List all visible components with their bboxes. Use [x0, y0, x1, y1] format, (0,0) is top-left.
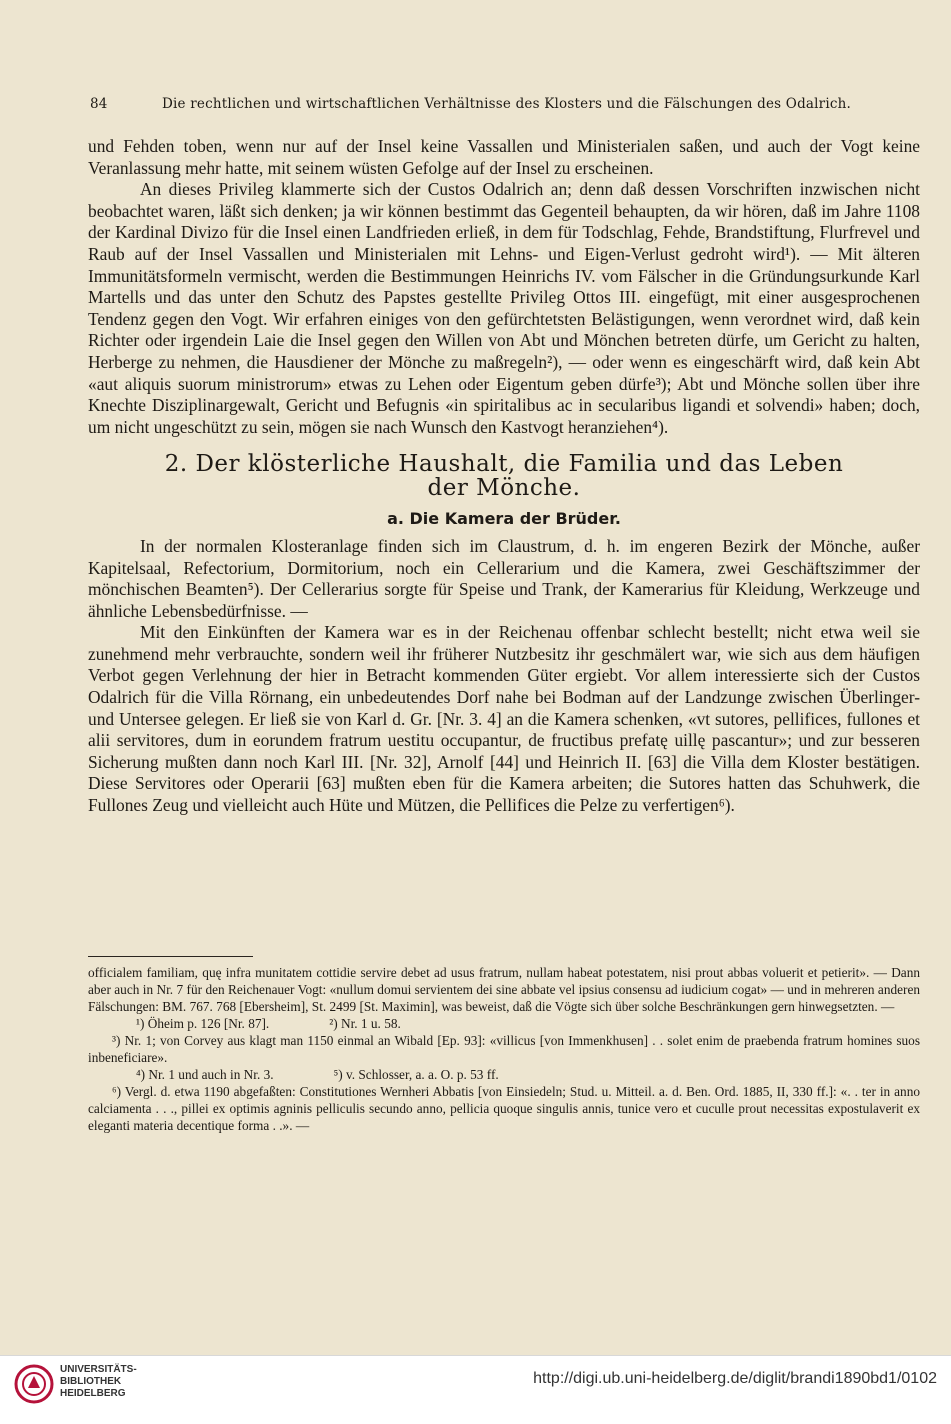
paragraph: In der normalen Klosteranlage finden sich im Claustrum, d. h. im engeren Bezirk der Mönche, außer Kapitelsaal, Refectorium, Dormitorium, noch ein Cellerarium und die Kamera, zwei Geschäftszimmer der mönchischen Beamten⁵). Der Cellerarius sorgte für Speise und Trank, der Kamerarius für Kleidung, Werkzeuge und ähnliche Lebensbedürfnisse. — — [88, 535, 920, 621]
paragraph: An dieses Privileg klammerte sich der Custos Odalrich an; denn daß dessen Vorschriften inzwischen nicht beobachtet waren, läßt sich denken; ja wir können bestimmt das Gegenteil behaupten, da wir hören, daß im Jahre 1108 der Kardinal Divizo für die Insel einen Landfrieden erließ, in dem für Todschlag, Fehde, Brandstiftung, Flurfrevel und Raub auf der Insel Vassallen und Ministerialen mit Lehns- und Eigen-Verlust gedroht wird¹). — Mit älteren Immunitätsformeln vermischt, werden die Bestimmungen Heinrichs IV. vom Fälscher in die Gründungsurkunde Karl Martells und das unter den Schutz des Papstes gestellte Privileg Ottos III. eingefügt, mit einer ausgesprochenen Tendenz gegen den Vogt. Wir erfahren einiges von den gefürchtetsten Belästigungen, wenn verordnet wird, daß kein Richter oder irgendein Laie die Insel gegen den Willen von Abt und Mönchen betreten dürfe, um Gericht zu halten, Herberge zu nehmen, die Hausdiener der Mönche zu maßregeln²), — oder wenn es eingeschärft wird, daß kein Abt «aut aliquis suorum ministrorum» etwas zu Lehen oder Eigentum geben dürfe³); Abt und Mönche sollen über ihre Knechte Disziplinargewalt, Gericht und Befugnis «in spiritalibus ac in secularibus ligandi et solvendi» haben; doch, um nicht ungeschützt zu sein, mögen sie nach Wunsch den Kastvogt heranziehen⁴). — [88, 179, 920, 437]
main-text — [88, 136, 920, 817]
permalink-url[interactable]: http://digi.ub.uni-heidelberg.de/diglit/brandi1890bd1/0102 — [533, 1370, 937, 1387]
paragraph: und Fehden toben, wenn nur auf der Insel keine Vassallen und Ministerialen saßen, und auch der Vogt keine Veranlassung mehr hatte, mit seinem wüsten Gefolge auf der Insel zu erscheinen. — [88, 136, 920, 178]
library-name-line: UNIVERSITÄTS- — [60, 1364, 137, 1375]
library-name[interactable] — [60, 1364, 137, 1400]
subsection-title: a. Die Kamera der Brüder. — [387, 509, 621, 529]
footnote: ³) Nr. 1; von Corvey aus klagt man 1150 einmal an Wibald [Ep. 93]: «villicus [von Immenkhusen] . . solet enim de praebenda fratrum homines suos inbeneficiare». — [88, 1033, 920, 1065]
footnote: ⁴) Nr. 1 und auch in Nr. 3. — [136, 1067, 274, 1082]
viewer-footer — [0, 1355, 951, 1424]
footnote-divider — [88, 956, 253, 957]
section-title-line: der Mönche. — [427, 475, 581, 502]
library-name-line: BIBLIOTHEK — [60, 1376, 122, 1387]
university-seal-icon[interactable] — [14, 1364, 54, 1404]
footnote: ⁵) v. Schlosser, a. a. O. p. 53 ff. — [333, 1067, 499, 1082]
footnote: ²) Nr. 1 u. 58. — [329, 1016, 401, 1031]
running-title: Die rechtlichen und wirtschaftlichen Verhältnisse des Klosters und die Fälschungen des Odalrich. — [162, 96, 851, 112]
page-number: 84 — [90, 96, 108, 112]
footnote-row — [88, 1066, 920, 1083]
section-title — [88, 452, 920, 500]
footnote-row — [88, 1015, 920, 1032]
footnote-continuation: officialem familiam, quę infra munitatem cottidie servire debet ad usus fratrum, nullam habeat potestatem, nisi prout abbas voluerit et petierit». — Dann aber auch in Nr. 7 für den Reichenauer Vogt: «nullum domui servientem dei sine abbate vel ipsius consensu ad iudicium cogat» — und in mehreren anderen Fälschungen: BM. 767. 768 [Ebersheim], St. 2499 [St. Maximin], was beweist, daß die Vögte sich über solche Beschränkungen gern hinwegsetzten. — — [88, 965, 920, 1014]
footnotes — [88, 964, 920, 1134]
section-title-line: 2. Der klösterliche Haushalt, die Familia und das Leben — [164, 451, 844, 478]
footnote: ¹) Öheim p. 126 [Nr. 87]. — [136, 1016, 270, 1031]
running-header — [90, 96, 870, 112]
paragraph: Mit den Einkünften der Kamera war es in der Reichenau offenbar schlecht bestellt; nicht etwa weil sie zunehmend mehr verbrauchte, sondern weil ihr früherer Nutzbesitz ihr geschmälert war, wie sich aus dem häufigen Verbot gegen Verlehnung der hier in Betracht kommenden Güter ergiebt. Vor allem interessierte sich der Custos Odalrich für die Villa Rörnang, ein unbedeutendes Dorf nahe bei Bodman auf der Landzunge zwischen Überlinger- und Untersee gelegen. Er ließ sie von Karl d. Gr. [Nr. 3. 4] an die Kamera schenken, «vt sutores, pellifices, fullones et alii servitores, dum in eorundem fratrum uestitu occupantur, de fructibus prefatę uillę pascantur»; und zur besseren Sicherung mußten dann noch Karl III. [Nr. 32], Arnolf [44] und Heinrich II. [63] die Villa dem Kloster bestätigen. Diese Servitores oder Operarii [63] mußten eben für die Kamera arbeiten; die Sutores hatten das Schuhwerk, die Fullones Zeug und vielleicht auch Hüte und Mützen, die Pellifices die Pelze zu verfertigen⁶). — [88, 622, 920, 816]
footnote: ⁶) Vergl. d. etwa 1190 abgefaßten: Constitutiones Wernheri Abbatis [von Einsiedeln; Stud. u. Mitteil. a. d. Ben. Ord. 1885, II, 330 ff.]: «. . ter in anno calciamenta . . ., pillei ex optimis agninis pelliculis secundo anno, pellicia quoque singulis annis, tunice vero et cuculle prout necessitas expostulaverit ex eleganti materia decentique forma . .». — — [88, 1084, 920, 1133]
library-name-line: HEIDELBERG — [60, 1388, 126, 1399]
